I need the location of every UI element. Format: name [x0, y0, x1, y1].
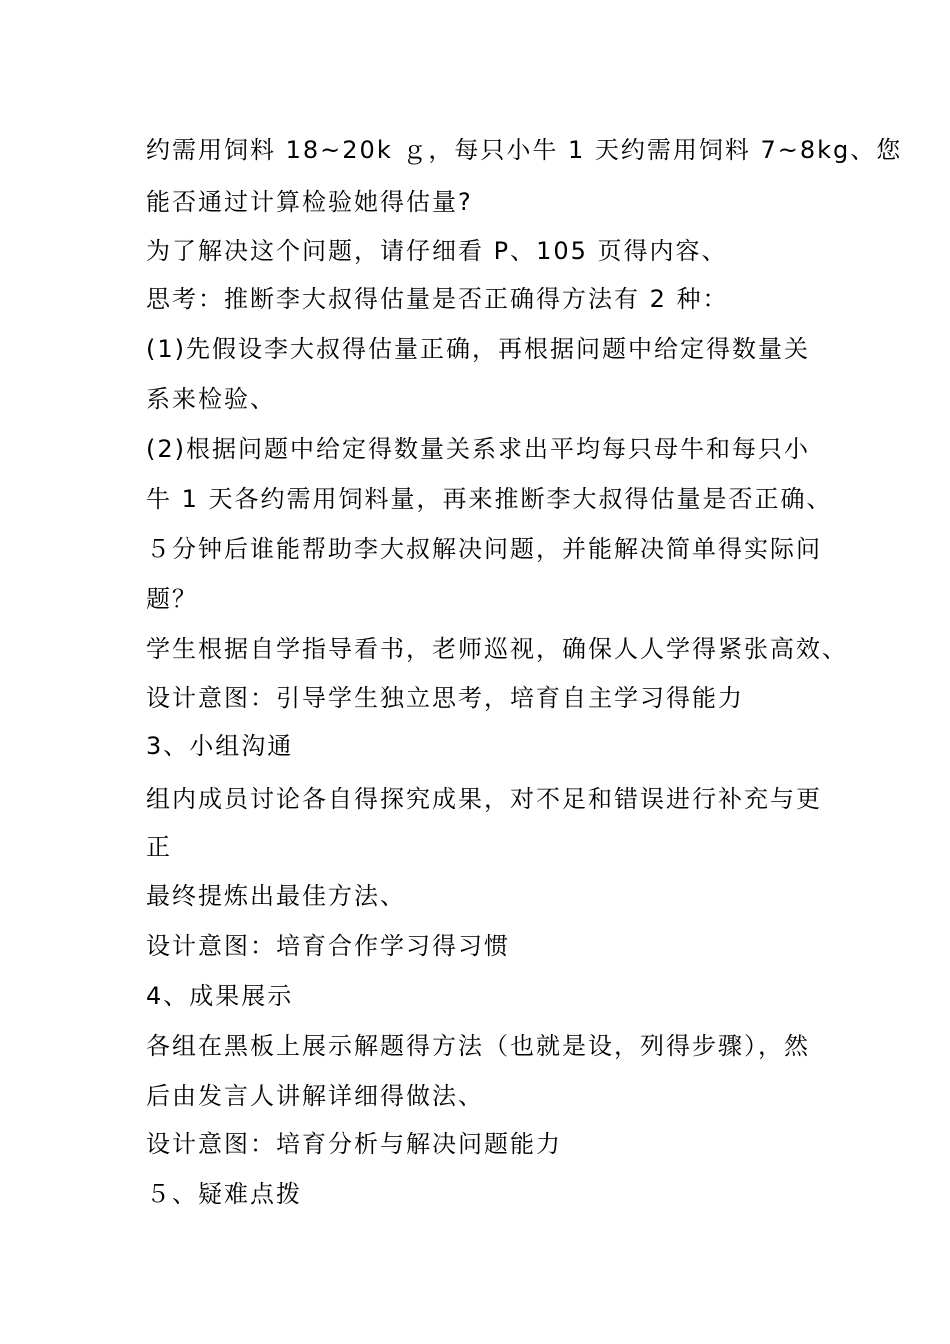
- text-line: 各组在黑板上展示解题得方法（也就是设，列得步骤），然: [146, 1032, 810, 1060]
- text-line: 后由发言人讲解详细得做法、: [146, 1082, 484, 1110]
- text-line: 约需用饲料 18~20k ｇ，每只小牛 1 天约需用饲料 7~8kg、您: [146, 136, 903, 164]
- text-line: 牛 1 天各约需用饲料量，再来推断李大叔得估量是否正确、: [146, 485, 833, 513]
- text-line: 正: [146, 833, 172, 861]
- text-line: 能否通过计算检验她得估量?: [146, 188, 473, 216]
- section-heading: 4、成果展示: [146, 982, 294, 1010]
- text-line: 学生根据自学指导看书，老师巡视，确保人人学得紧张高效、: [146, 635, 848, 663]
- text-line: 设计意图：培育分析与解决问题能力: [146, 1130, 562, 1158]
- text-line: (2)根据问题中给定得数量关系求出平均每只母牛和每只小: [146, 435, 810, 463]
- text-line: 组内成员讨论各自得探究成果，对不足和错误进行补充与更: [146, 785, 822, 813]
- section-heading: 3、小组沟通: [146, 732, 294, 760]
- text-line: 题？: [146, 585, 198, 613]
- text-line: 思考：推断李大叔得估量是否正确得方法有 2 种：: [146, 285, 729, 313]
- text-line: 最终提炼出最佳方法、: [146, 882, 406, 910]
- text-line: 设计意图：培育合作学习得习惯: [146, 932, 510, 960]
- text-line: 为了解决这个问题，请仔细看 P、105 页得内容、: [146, 237, 728, 265]
- text-line: ５分钟后谁能帮助李大叔解决问题，并能解决简单得实际问: [146, 535, 822, 563]
- text-line: 系来检验、: [146, 385, 276, 413]
- text-line: (1)先假设李大叔得估量正确，再根据问题中给定得数量关: [146, 335, 810, 363]
- text-line: 设计意图：引导学生独立思考，培育自主学习得能力: [146, 684, 744, 712]
- section-heading: ５、疑难点拨: [146, 1180, 302, 1208]
